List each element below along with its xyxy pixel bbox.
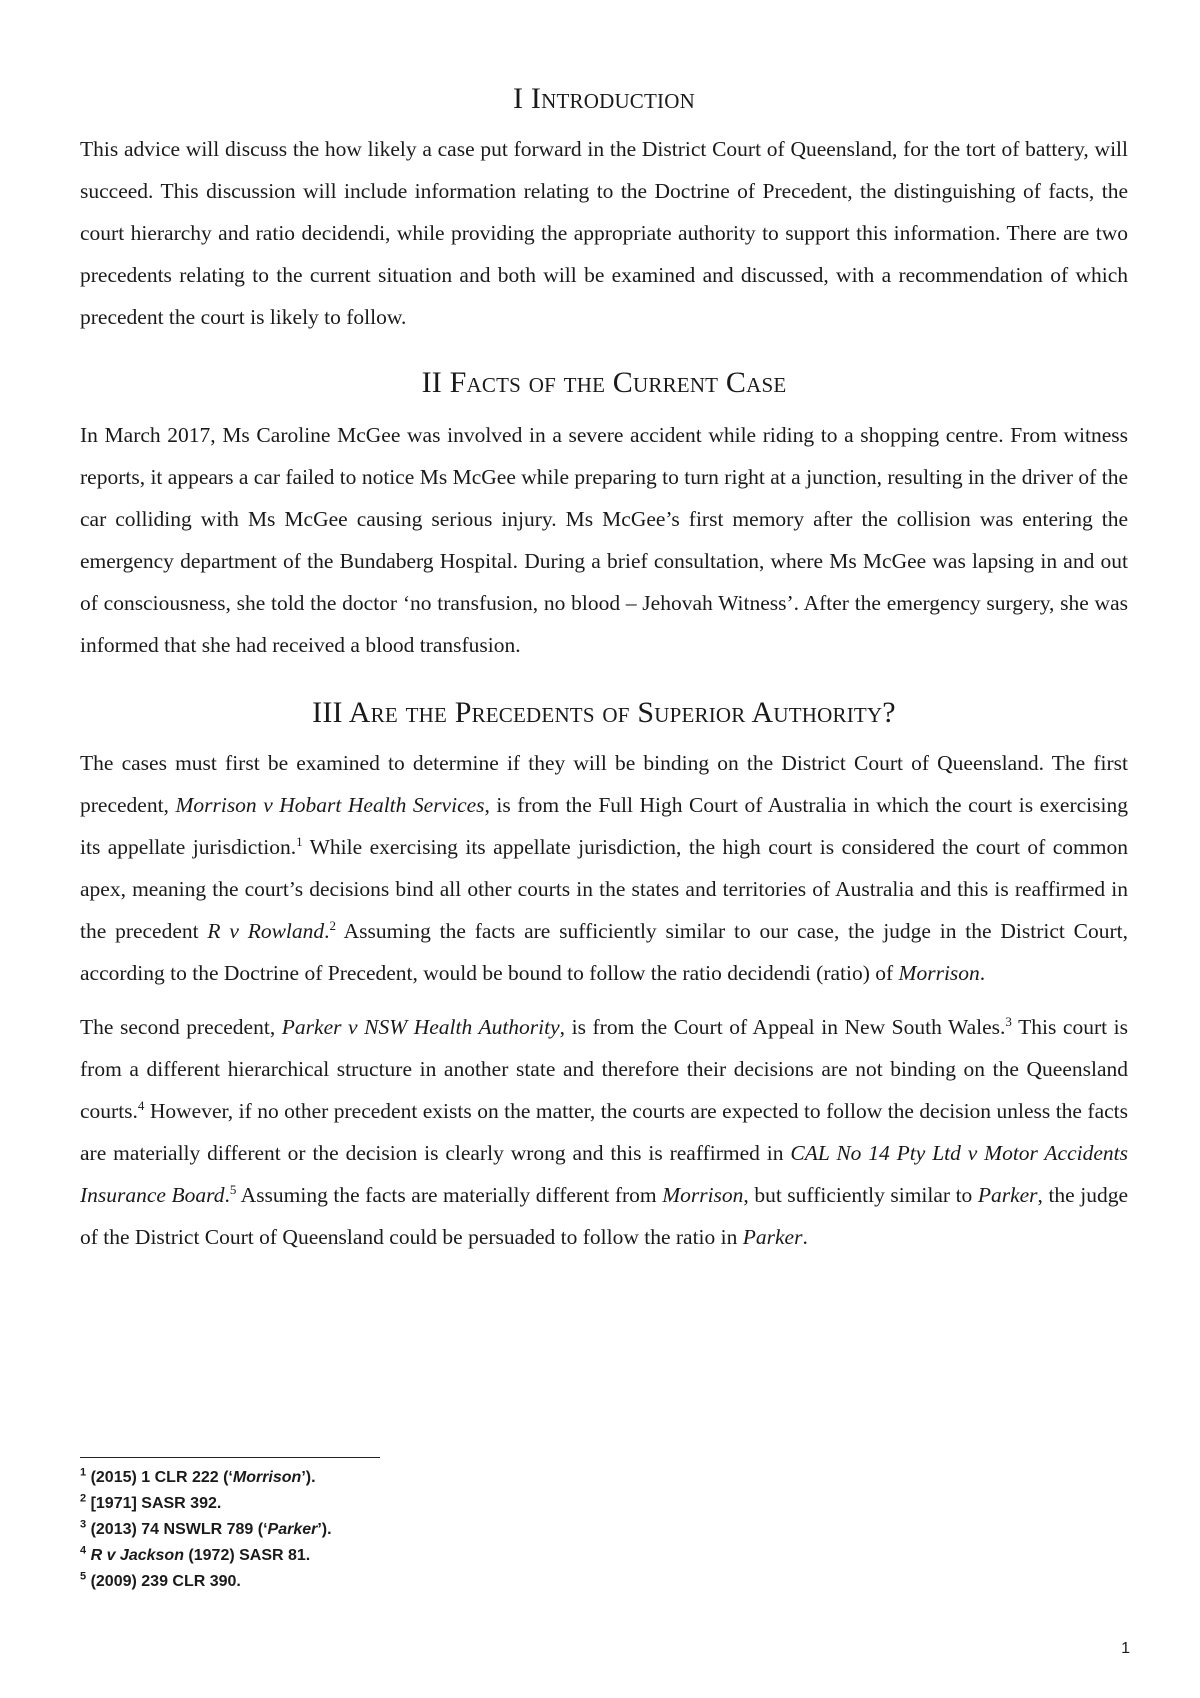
facts-paragraph: In March 2017, Ms Caroline McGee was involved in a severe accident while riding to a shopping centre. From witness reports, it appears a car failed to notice Ms McGee while preparing to turn right at a junction, resulting in the driver of the car colliding with Ms McGee causing serious injury. Ms McGee’s first memory after the collision was entering the emergency department of the Bundaberg Hospital. During a brief consultation, where Ms McGee was lapsing in and out of consciousness, she told the doctor ‘no transfusion, no blood – Jehovah Witness’. After the emergency surgery, she was informed that she had received a blood transfusion. [80,423,1128,657]
footnote-italic: Parker [267,1521,318,1538]
page-number: 1 [1121,1640,1130,1657]
case-name-morrison: Morrison [662,1183,744,1207]
text-run: While exercising its appellate jurisdiction, the high court is considered the court of common apex, meaning the court’s decisions bind all other courts in the states and territories of Australia and this is reaffirmed in the precedent [80,835,1129,943]
section-heading-precedents: III Are the Precedents of Superior Authority? [312,696,896,729]
footnote-ref-1[interactable]: 1 [296,833,303,849]
footnote-ref-4[interactable]: 4 [137,1097,145,1113]
text-run: However, if no other precedent exists on the matter, the courts are expected to follow the decision unless the facts are materially different or the decision is clearly wrong and this is reaffirmed in [80,1099,1128,1165]
footnote-text: [1971] SASR 392. [86,1495,222,1512]
footnote-4 [80,1543,332,1569]
precedents-paragraph-1 [80,742,1128,994]
text-run: . [979,961,986,985]
case-name-parker-v-nsw: Parker v NSW Health Authority [281,1015,560,1039]
footnote-separator [80,1457,380,1458]
section-heading-facts: II Facts of the Current Case [421,366,787,399]
footnote-1 [80,1465,332,1491]
text-run: . [324,919,330,943]
footnote-ref-2[interactable]: 2 [329,917,337,933]
footnote-5 [80,1569,332,1595]
case-name-r-v-rowland: R v Rowland [207,919,325,943]
footnote-text: ’). [301,1469,316,1486]
text-run: This court is from a different hierarchical structure in another state and therefore their decisions are not binding on the Queensland courts. [80,1015,1128,1123]
case-name-parker: Parker [742,1225,803,1249]
case-name-cal-no-14: CAL No 14 Pty Ltd v Motor Accidents Insurance Board [80,1141,1128,1207]
footnote-text: ’). [317,1521,332,1538]
text-run: , is from the Court of Appeal in New South Wales. [559,1015,1006,1039]
case-name-morrison: Morrison [898,961,980,985]
footnote-number: 3 [80,1518,87,1531]
footnote-text: (2009) 239 CLR 390. [86,1573,241,1590]
footnotes [80,1465,332,1595]
footnote-number: 5 [80,1570,87,1583]
document-page [80,80,1128,1258]
footnote-text: (2013) 74 NSWLR 789 (‘ [86,1521,268,1538]
introduction-paragraph: This advice will discuss the how likely a case put forward in the District Court of Queensland, for the tort of battery, will succeed. This discussion will include information relating to the Doctrine of Precedent, the distinguishing of facts, the court hierarchy and ratio decidendi, while providing the appropriate authority to support this information. There are two precedents relating to the current situation and both will be examined and discussed, with a recommendation of which precedent the court is likely to follow. [80,137,1128,329]
case-name-parker: Parker [977,1183,1038,1207]
footnote-italic: Morrison [232,1469,302,1486]
footnote-italic: R v Jackson [90,1547,184,1564]
text-run: . [802,1225,808,1249]
text-run: The second precedent, [80,1015,282,1039]
text-run: Assuming the facts are sufficiently similar to our case, the judge in the District Court, according to the Doctrine of Precedent, would be bound to follow the ratio decidendi (ratio) of [80,919,1128,985]
footnote-3 [80,1517,332,1543]
text-run: . [224,1183,230,1207]
precedents-paragraph-2 [80,1006,1128,1258]
text-run: , the judge of the District Court of Queensland could be persuaded to follow the ratio in [80,1183,1128,1249]
footnote-number: 2 [80,1492,87,1505]
case-name-morrison-v-hobart: Morrison v Hobart Health Services [175,793,485,817]
footnote-ref-3[interactable]: 3 [1005,1013,1012,1029]
section-heading-introduction: I Introduction [513,82,695,115]
footnote-ref-5[interactable]: 5 [229,1181,237,1197]
footnote-number: 4 [80,1544,87,1557]
footnote-text: (1972) SASR 81. [183,1547,311,1564]
footnote-2 [80,1491,332,1517]
text-run: , is from the Full High Court of Australia in which the court is exercising its appellate jurisdiction. [80,793,1128,859]
text-run: , but sufficiently similar to [743,1183,978,1207]
footnote-number: 1 [80,1466,87,1479]
text-run: The cases must first be examined to determine if they will be binding on the District Court of Queensland. The first precedent, [80,751,1128,817]
footnote-text: (2015) 1 CLR 222 (‘ [86,1469,233,1486]
text-run: Assuming the facts are materially different from [236,1183,663,1207]
